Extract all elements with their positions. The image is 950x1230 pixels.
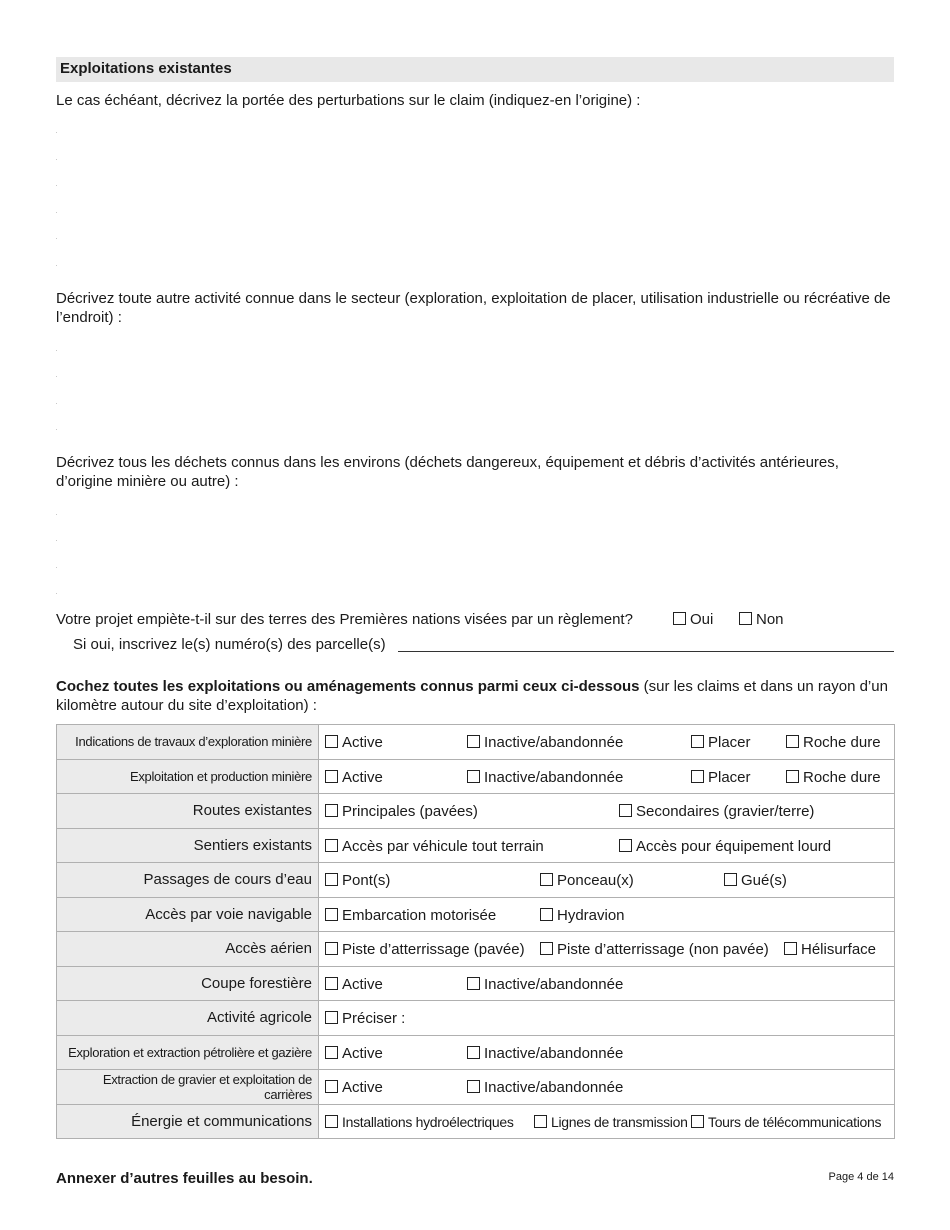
option-label: Accès pour équipement lourd	[636, 837, 832, 855]
option-inactive[interactable]	[467, 1045, 623, 1062]
question-waste: Décrivez tous les déchets connus dans les environs (déchets dangereux, équipement et débris d’activités antérieures, d’origine minière ou autre) :	[56, 454, 839, 490]
checkbox[interactable]	[467, 735, 480, 748]
question-other-activity: Décrivez toute autre activité connue dans le secteur (exploration, exploitation de placer, utilisation industrielle ou récréative de l’endroit) :	[56, 290, 891, 326]
option-active[interactable]	[325, 1079, 383, 1096]
option-label: Inactive/abandonnée	[484, 975, 624, 993]
checkbox[interactable]	[325, 804, 338, 817]
checkbox[interactable]	[325, 735, 338, 748]
option-label: Active	[342, 975, 383, 993]
option-label: Placer	[708, 734, 751, 751]
option-label: Placer	[708, 768, 751, 786]
checkbox[interactable]	[534, 1115, 547, 1128]
row-label: Indications de travaux d’exploration minière	[57, 725, 319, 760]
table-row	[57, 863, 895, 898]
checkbox[interactable]	[786, 770, 799, 783]
option-specify[interactable]	[325, 1010, 405, 1027]
checkbox[interactable]	[619, 839, 632, 852]
option-secondary-roads[interactable]	[619, 803, 814, 820]
option-label: Principales (pavées)	[342, 803, 478, 820]
checkbox[interactable]	[325, 1115, 338, 1128]
option-fords[interactable]	[724, 872, 787, 889]
checkbox[interactable]	[325, 839, 338, 852]
option-inactive[interactable]	[467, 769, 623, 786]
checkbox[interactable]	[325, 1011, 338, 1024]
row-label: Routes existantes	[57, 794, 319, 829]
table-row	[57, 1104, 895, 1139]
checkbox[interactable]	[786, 735, 799, 748]
row-label: Exploitation et production minière	[57, 759, 319, 794]
yes-checkbox[interactable]	[673, 612, 686, 625]
checkbox[interactable]	[784, 942, 797, 955]
option-label: Ponceau(x)	[557, 872, 634, 889]
option-active[interactable]	[325, 1045, 383, 1062]
option-label: Inactive/abandonnée	[484, 1044, 624, 1062]
option-bridges[interactable]	[325, 872, 390, 889]
option-helipad[interactable]	[784, 941, 876, 958]
checkbox[interactable]	[325, 770, 338, 783]
disturbances-text-field[interactable]	[56, 122, 894, 272]
row-label: Passages de cours d’eau	[57, 863, 319, 898]
option-label: Hélisurface	[801, 941, 877, 958]
row-label: Accès par voie navigable	[57, 897, 319, 932]
option-inactive[interactable]	[467, 976, 623, 993]
option-unpaved-airstrip[interactable]	[540, 941, 769, 958]
option-heavy-equipment-access[interactable]	[619, 838, 831, 855]
row-label: Extraction de gravier et exploitation de carrières	[57, 1070, 319, 1105]
option-label: Piste d’atterrissage (pavée)	[342, 941, 525, 958]
table-row	[57, 725, 895, 760]
other-activity-text-field[interactable]	[56, 338, 894, 438]
no-checkbox[interactable]	[739, 612, 752, 625]
section-title: Exploitations existantes	[56, 57, 894, 82]
option-label: Active	[342, 1079, 383, 1096]
checkbox[interactable]	[325, 1080, 338, 1093]
row-label: Accès aérien	[57, 932, 319, 967]
option-inactive[interactable]	[467, 1079, 623, 1096]
option-label: Gué(s)	[741, 872, 787, 889]
checklist-intro-rest: (sur les claims et dans un rayon d’un kilomètre autour du site d’exploitation) :	[56, 678, 888, 714]
table-row	[57, 1001, 895, 1036]
option-label: Inactive/abandonnée	[484, 768, 624, 786]
row-label: Activité agricole	[57, 1001, 319, 1036]
option-placer[interactable]	[691, 769, 751, 786]
table-row	[57, 932, 895, 967]
checkbox[interactable]	[724, 873, 737, 886]
option-label: Active	[342, 768, 383, 786]
option-active[interactable]	[325, 734, 383, 751]
no-option[interactable]	[739, 611, 784, 628]
option-label: Active	[342, 1044, 383, 1062]
table-row	[57, 1070, 895, 1105]
checkbox[interactable]	[467, 977, 480, 990]
option-label: Lignes de transmission	[551, 1113, 688, 1130]
checkbox[interactable]	[325, 1046, 338, 1059]
option-hydro[interactable]	[325, 1114, 514, 1130]
no-label: Non	[756, 611, 784, 628]
checkbox[interactable]	[691, 735, 704, 748]
option-active[interactable]	[325, 976, 383, 993]
checkbox[interactable]	[467, 1080, 480, 1093]
yes-label: Oui	[690, 611, 714, 628]
option-label: Tours de télécommunications	[708, 1113, 882, 1130]
row-label: Sentiers existants	[57, 828, 319, 863]
table-row	[57, 966, 895, 1001]
option-telecom-towers[interactable]	[691, 1114, 881, 1130]
yes-option[interactable]	[673, 611, 713, 628]
option-culverts[interactable]	[540, 872, 634, 889]
option-label: Pont(s)	[342, 872, 391, 889]
waste-text-field[interactable]	[56, 502, 894, 602]
option-floatplane[interactable]	[540, 907, 625, 924]
table-row	[57, 897, 895, 932]
checkbox[interactable]	[467, 1046, 480, 1059]
option-label: Secondaires (gravier/terre)	[636, 803, 815, 820]
table-row	[57, 828, 895, 863]
question-first-nations: Votre projet empiète-t-il sur des terres des Premières nations visées par un règlement?	[56, 611, 633, 628]
parcel-label: Si oui, inscrivez le(s) numéro(s) des parcelle(s)	[73, 636, 386, 653]
parcel-number-field[interactable]	[398, 651, 894, 652]
option-label: Roche dure	[803, 768, 881, 786]
option-main-roads[interactable]	[325, 803, 478, 820]
row-label: Exploration et extraction pétrolière et gazière	[57, 1035, 319, 1070]
option-hard-rock[interactable]	[786, 734, 881, 751]
checklist-intro-bold: Cochez toutes les exploitations ou aménagements connus parmi ceux ci-dessous	[56, 678, 640, 695]
checkbox[interactable]	[325, 873, 338, 886]
checkbox[interactable]	[467, 770, 480, 783]
option-label: Installations hydroélectriques	[342, 1113, 514, 1130]
row-label: Énergie et communications	[57, 1104, 319, 1139]
row-label: Coupe forestière	[57, 966, 319, 1001]
page-number: Page 4 de 14	[828, 1171, 894, 1183]
checkbox[interactable]	[325, 908, 338, 921]
option-label: Piste d’atterrissage (non pavée)	[557, 941, 769, 958]
option-label: Roche dure	[803, 734, 881, 751]
option-label: Inactive/abandonnée	[484, 734, 624, 751]
checkbox[interactable]	[691, 770, 704, 783]
option-motorboat[interactable]	[325, 907, 496, 924]
option-paved-airstrip[interactable]	[325, 941, 525, 958]
checkbox[interactable]	[691, 1115, 704, 1128]
option-label: Préciser :	[342, 1010, 406, 1027]
checkbox[interactable]	[540, 873, 553, 886]
checkbox[interactable]	[325, 942, 338, 955]
checklist-intro	[56, 678, 896, 715]
option-label: Hydravion	[557, 906, 625, 924]
footer-note: Annexer d’autres feuilles au besoin.	[56, 1170, 313, 1187]
checkbox[interactable]	[540, 942, 553, 955]
option-label: Embarcation motorisée	[342, 906, 497, 924]
option-label: Inactive/abandonnée	[484, 1079, 624, 1096]
option-transmission-lines[interactable]	[534, 1114, 688, 1130]
option-hard-rock[interactable]	[786, 769, 881, 786]
development-checklist-table	[56, 724, 895, 1139]
option-active[interactable]	[325, 769, 383, 786]
option-placer[interactable]	[691, 734, 751, 751]
table-row	[57, 759, 895, 794]
checkbox[interactable]	[325, 977, 338, 990]
checkbox[interactable]	[540, 908, 553, 921]
option-atv-access[interactable]	[325, 838, 544, 855]
table-row	[57, 794, 895, 829]
option-label: Active	[342, 734, 383, 751]
option-inactive[interactable]	[467, 734, 623, 751]
checkbox[interactable]	[619, 804, 632, 817]
table-row	[57, 1035, 895, 1070]
option-label: Accès par véhicule tout terrain	[342, 837, 544, 855]
question-disturbances: Le cas échéant, décrivez la portée des perturbations sur le claim (indiquez-en l’origine) :	[56, 92, 641, 109]
